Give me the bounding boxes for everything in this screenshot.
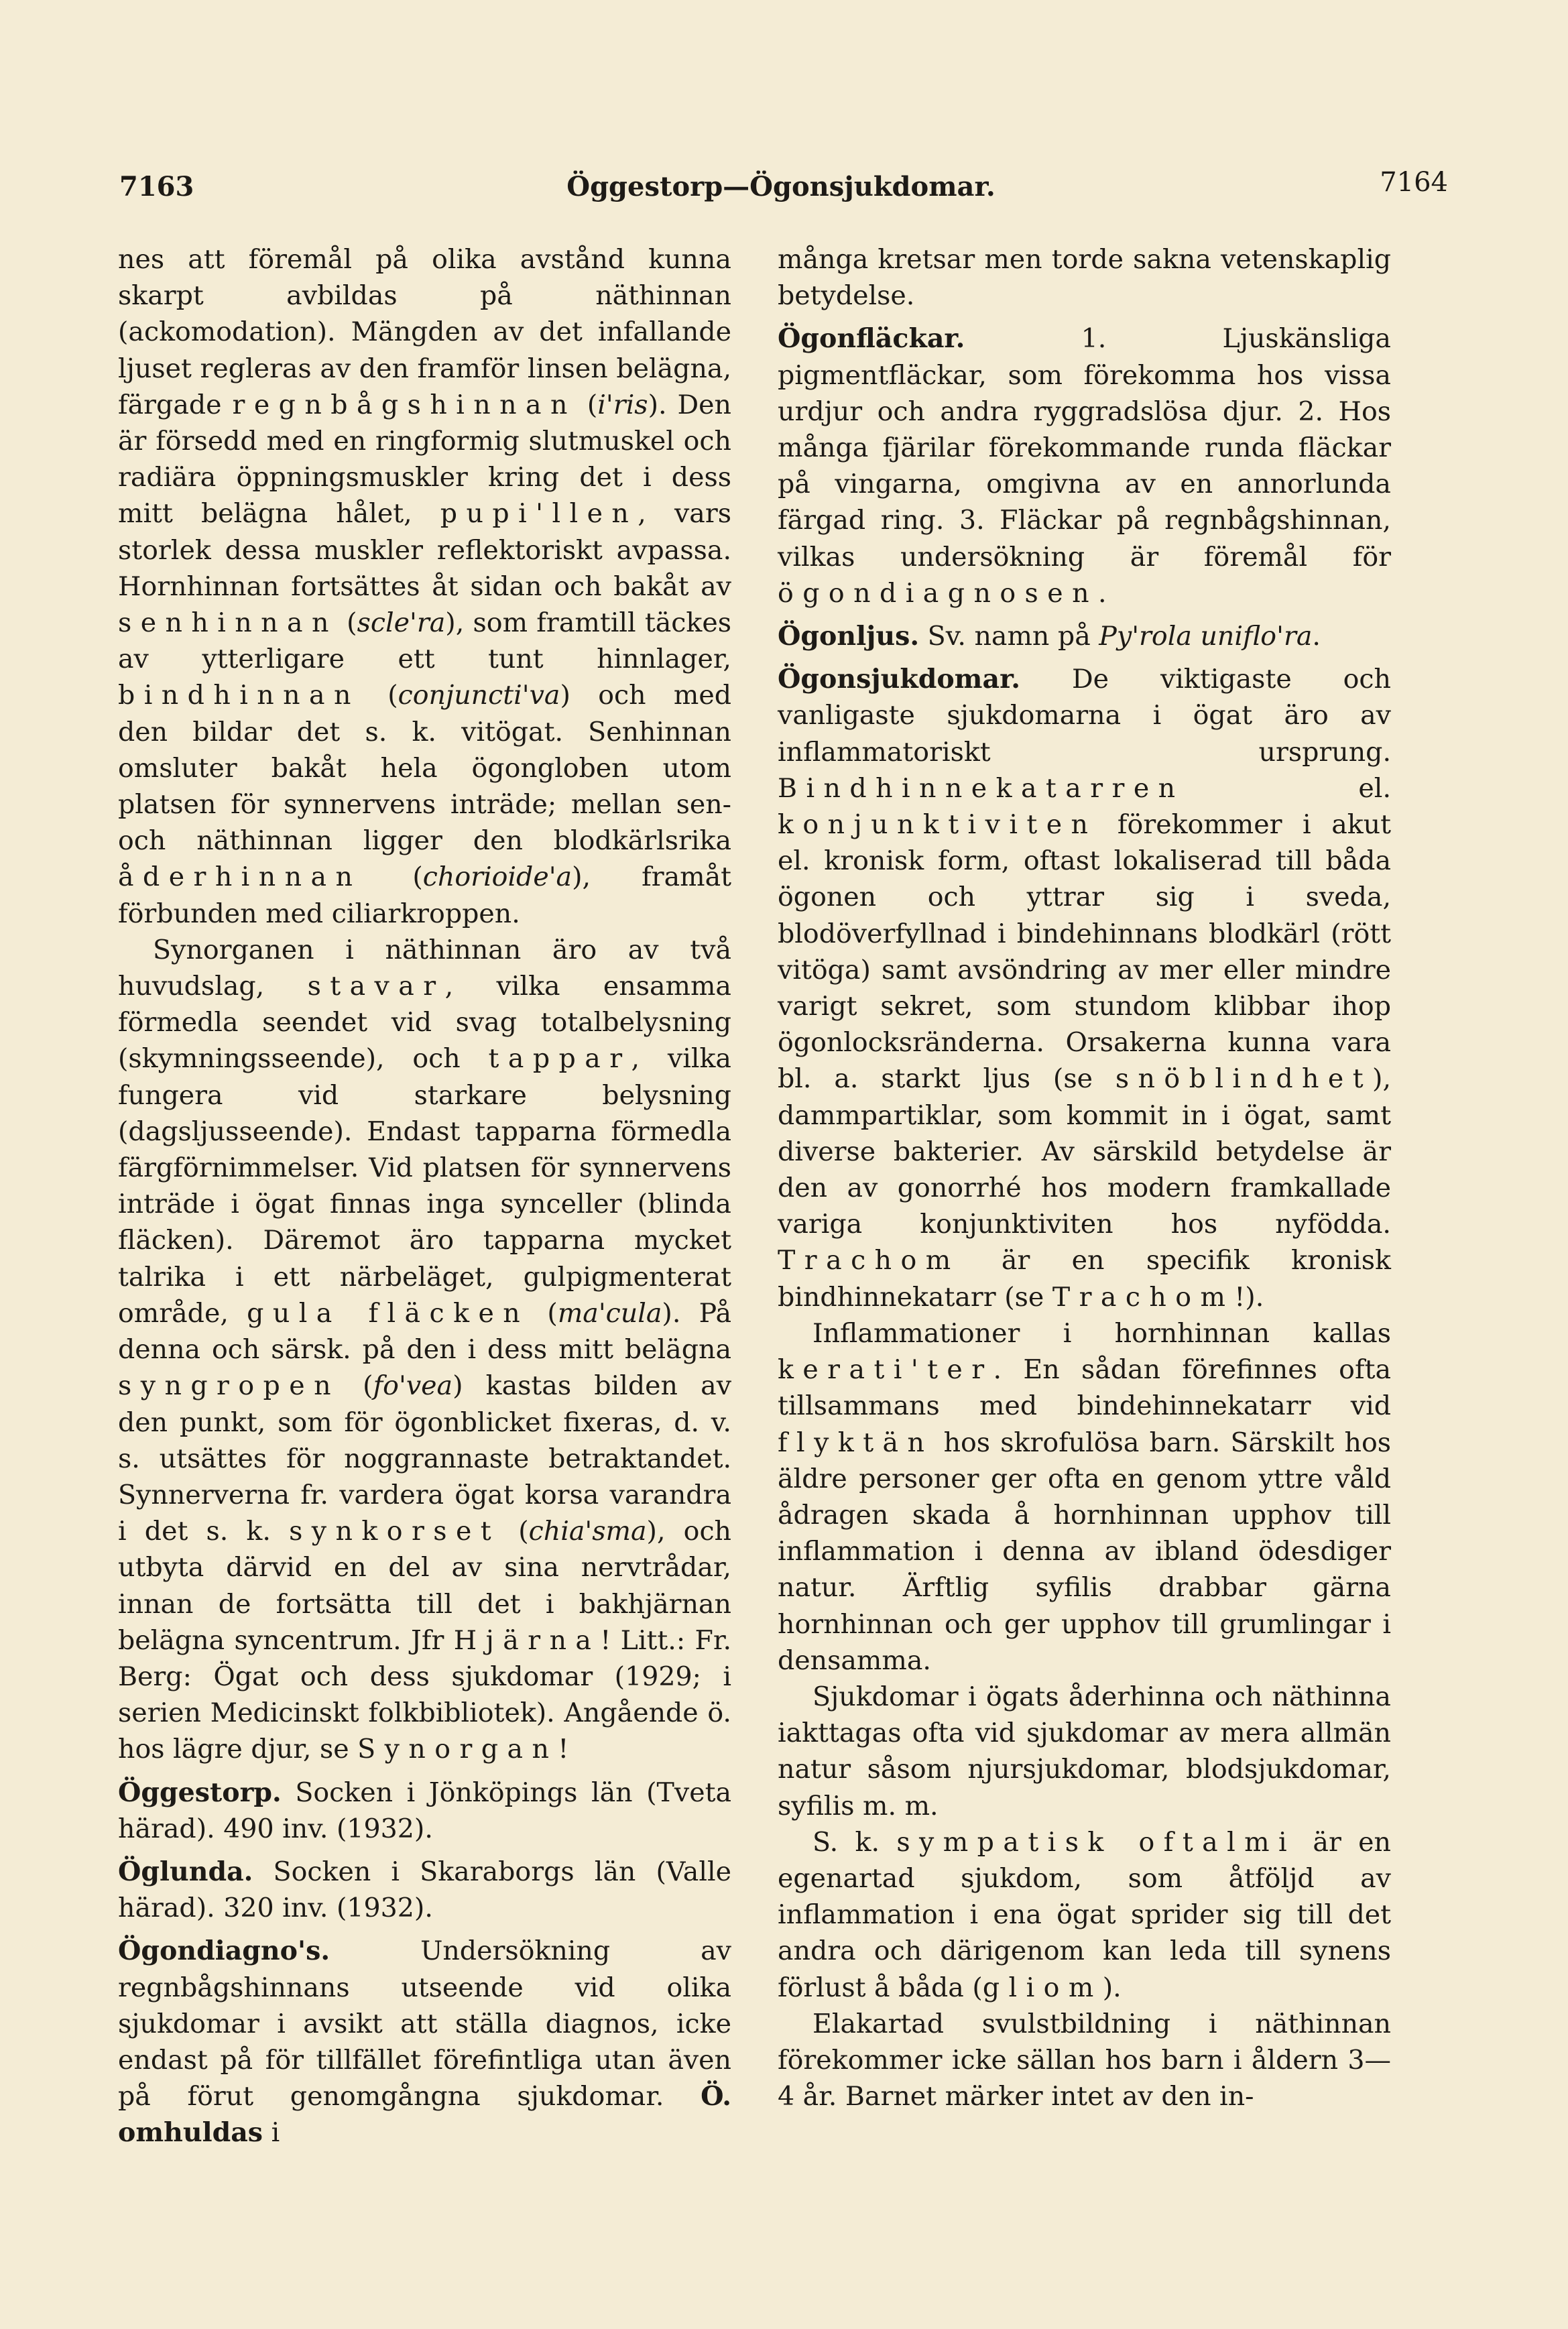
headword: Ögondiagno's. bbox=[118, 1935, 330, 1967]
right-column bbox=[778, 241, 1391, 2114]
paragraph-synorganen: Synorganen i näthinnan äro av två huvudslag, stavar, vilka ensamma förmedla seendet vid svag totalbelysning (skymningsseende), och tappar, vilka fungera vid starkare belysning (dagsljusseende). Endast tapparna förmedla färgförnimmelser. Vid platsen för synnervens inträde i ögat finnas inga synceller (blinda fläcken). Däremot äro tapparna mycket talrika i ett närbeläget, gulpigmenterat område, gula fläcken (ma'cula). På denna och särsk. på den i dess mitt belägna syngropen (fo'vea) kastas bilden av den punkt, som för ögonblicket fixeras, d. v. s. utsättes för noggrannaste betraktandet. Synnerverna fr. vardera ögat korsa varandra i det s. k. synkorset (chia'sma), och utbyta därvid en del av sina nervtrådar, innan de fortsätta till det i bakhjärnan belägna syncentrum. Jfr Hjärna! Litt.: Fr. Berg: Ögat och dess sjukdomar (1929; i serien Medicinskt folkbibliotek). Angående ö. hos lägre djur, se Synorgan! bbox=[118, 934, 732, 1765]
entry-ogonsjukdomar: Ögonsjukdomar. De viktigaste och vanligaste sjukdomarna i ögat äro av inflammatoriskt ursprung. Bindhinnekatarren el. konjunktiviten förekommer i akut el. kronisk form, oftast lokaliserad till båda ögonen och yttrar sig i sveda, blodöverfyllnad i bindehinnans blodkärl (rött vitöga) samt avsöndring av mer eller mindre varigt sekret, som stundom klibbar ihop ögonlocksränderna. Orsakerna kunna vara bl. a. starkt ljus (se snöblindhet), dammpartiklar, som kommit in i ögat, samt diverse bakterier. Av särskild betydelse är den av gonorrhé hos modern framkallade variga konjunktiviten hos nyfödda. Trachom är en specifik kronisk bindhinnekatarr (se Trachom!). bbox=[778, 664, 1391, 1313]
page-number-left: 7163 bbox=[119, 171, 194, 202]
page-number-right: 7164 bbox=[1380, 167, 1448, 198]
paragraph-eye-anatomy: nes att föremål på olika avstånd kunna skarpt avbildas på näthinnan (ackomodation). Mängden av det infallande ljuset regleras av den framför linsen belägna, färgade regnbågshinnan (i'ris). Den är försedd med en ringformig slutmuskel och radiära öppningsmuskler kring det i dess mitt belägna hålet, pupi'llen, vars storlek dessa muskler reflektoriskt avpassa. Hornhinnan fortsättes åt sidan och bakåt av senhinnan (scle'ra), som framtill täckes av ytterligare ett tunt hinnlager, bindhinnan (conjuncti'va) och med den bildar det s. k. vitögat. Senhinnan omsluter bakåt hela ögongloben utom platsen för synnervens inträde; mellan sen- och näthinnan ligger den blodkärlsrika åderhinnan (chorioide'a), framåt förbunden med ciliarkroppen. bbox=[118, 244, 732, 929]
entry-oglunda: Öglunda. Socken i Skaraborgs län (Valle härad). 320 inv. (1932). bbox=[118, 1856, 731, 1924]
entry-ogondiagnos: Ögondiagno's. Undersökning av regnbågshinnans utseende vid olika sjukdomar i avsikt att ställa diagnos, icke endast på för tillfället förefintliga utan även på förut genomgångna sjukdomar. Ö. omhuldas i bbox=[118, 1935, 731, 2149]
headword: Ögonfläckar. bbox=[778, 323, 965, 355]
entry-ogonflackar: Ögonfläckar. 1. Ljuskänsliga pigmentfläckar, som förekomma hos vissa urdjur och andra ryggradslösa djur. 2. Hos många fjärilar förekommande runda fläckar på vingarna, omgivna av en annorlunda färgad ring. 3. Fläckar på regnbågshinnan, vilkas undersökning är föremål för ögondiagnosen. bbox=[778, 323, 1391, 609]
left-column bbox=[118, 241, 731, 2151]
headword: Ögonsjukdomar. bbox=[778, 664, 1020, 695]
paragraph-aderhinna: Sjukdomar i ögats åderhinna och näthinna iakttagas ofta vid sjukdomar av mera allmän natur såsom njursjukdomar, blodsjukdomar, syfilis m. m. bbox=[778, 1681, 1391, 1822]
headword: Öglunda. bbox=[118, 1856, 253, 1887]
running-title: Öggestorp—Ögonsjukdomar. bbox=[566, 171, 996, 202]
paragraph-inflammationer: Inflammationer i hornhinnan kallas kerati'ter. En sådan förefinnes ofta tillsammans med bindehinnekatarr vid flyktän hos skrofulösa barn. Särskilt hos äldre personer ger ofta en genom yttre våld ådragen skada å hornhinnan upphov till inflammation i denna av ibland ödesdiger natur. Ärftlig syfilis drabbar gärna hornhinnan och ger upphov till grumlingar i densamma. bbox=[778, 1317, 1391, 1676]
entry-oggestorp: Öggestorp. Socken i Jönköpings län (Tveta härad). 490 inv. (1932). bbox=[118, 1777, 731, 1844]
paragraph-elakartad: Elakartad svulstbildning i näthinnan förekommer icke sällan hos barn i åldern 3—4 år. Barnet märker intet av den in- bbox=[778, 2008, 1391, 2112]
running-header bbox=[114, 167, 1448, 211]
paragraph-sympatisk-oftalmi: S. k. sympatisk oftalmi är en egenartad sjukdom, som åtföljd av inflammation i ena ögat sprider sig till det andra och därigenom kan leda till synens förlust å båda (gliom). bbox=[778, 1826, 1391, 2003]
headword: Ögonljus. bbox=[778, 621, 920, 652]
headword: Öggestorp. bbox=[118, 1777, 282, 1808]
paragraph-continuation: många kretsar men torde sakna vetenskaplig betydelse. bbox=[778, 244, 1391, 312]
entry-ogonljus: Ögonljus. Sv. namn på Py'rola uniflo'ra. bbox=[778, 621, 1321, 652]
